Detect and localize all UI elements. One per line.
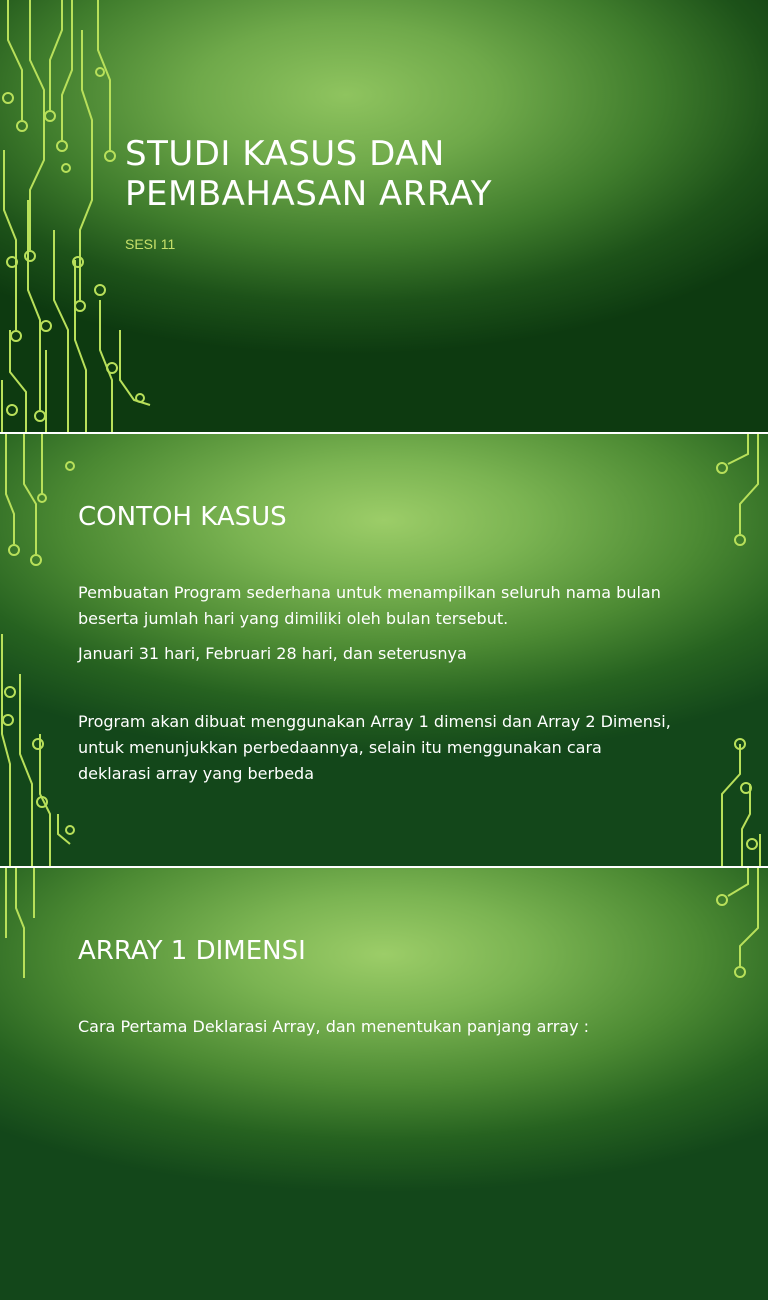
slide-title: STUDI KASUS DAN PEMBAHASAN ARRAY xyxy=(125,134,492,214)
slide-1-title[interactable] xyxy=(0,0,768,432)
circuit-decoration-left-icon xyxy=(0,0,160,432)
paragraph-1: Pembuatan Program sederhana untuk menampilkan seluruh nama bulan beserta jumlah hari yang dimiliki oleh bulan tersebut. xyxy=(78,583,661,628)
slide-heading: ARRAY 1 DIMENSI xyxy=(78,936,306,966)
paragraph-1: Cara Pertama Deklarasi Array, dan menentukan panjang array : xyxy=(78,1017,590,1036)
paragraph-3: Program akan dibuat menggunakan Array 1 dimensi dan Array 2 Dimensi, untuk menunjukkan perbedaannya, selain itu menggunakan cara deklarasi array yang berbeda xyxy=(78,712,671,783)
circuit-decoration-right-icon xyxy=(700,868,768,1028)
circuit-decoration-left-icon xyxy=(0,434,80,866)
slide-2-contoh-kasus[interactable] xyxy=(0,434,768,866)
circuit-decoration-left-icon xyxy=(0,868,60,1028)
paragraph-2: Januari 31 hari, Februari 28 hari, dan seterusnya xyxy=(78,644,467,663)
slide-heading: CONTOH KASUS xyxy=(78,502,287,532)
slide-3-array-1-dimensi[interactable] xyxy=(0,868,768,1300)
slide-subtitle: SESI 11 xyxy=(125,236,176,252)
